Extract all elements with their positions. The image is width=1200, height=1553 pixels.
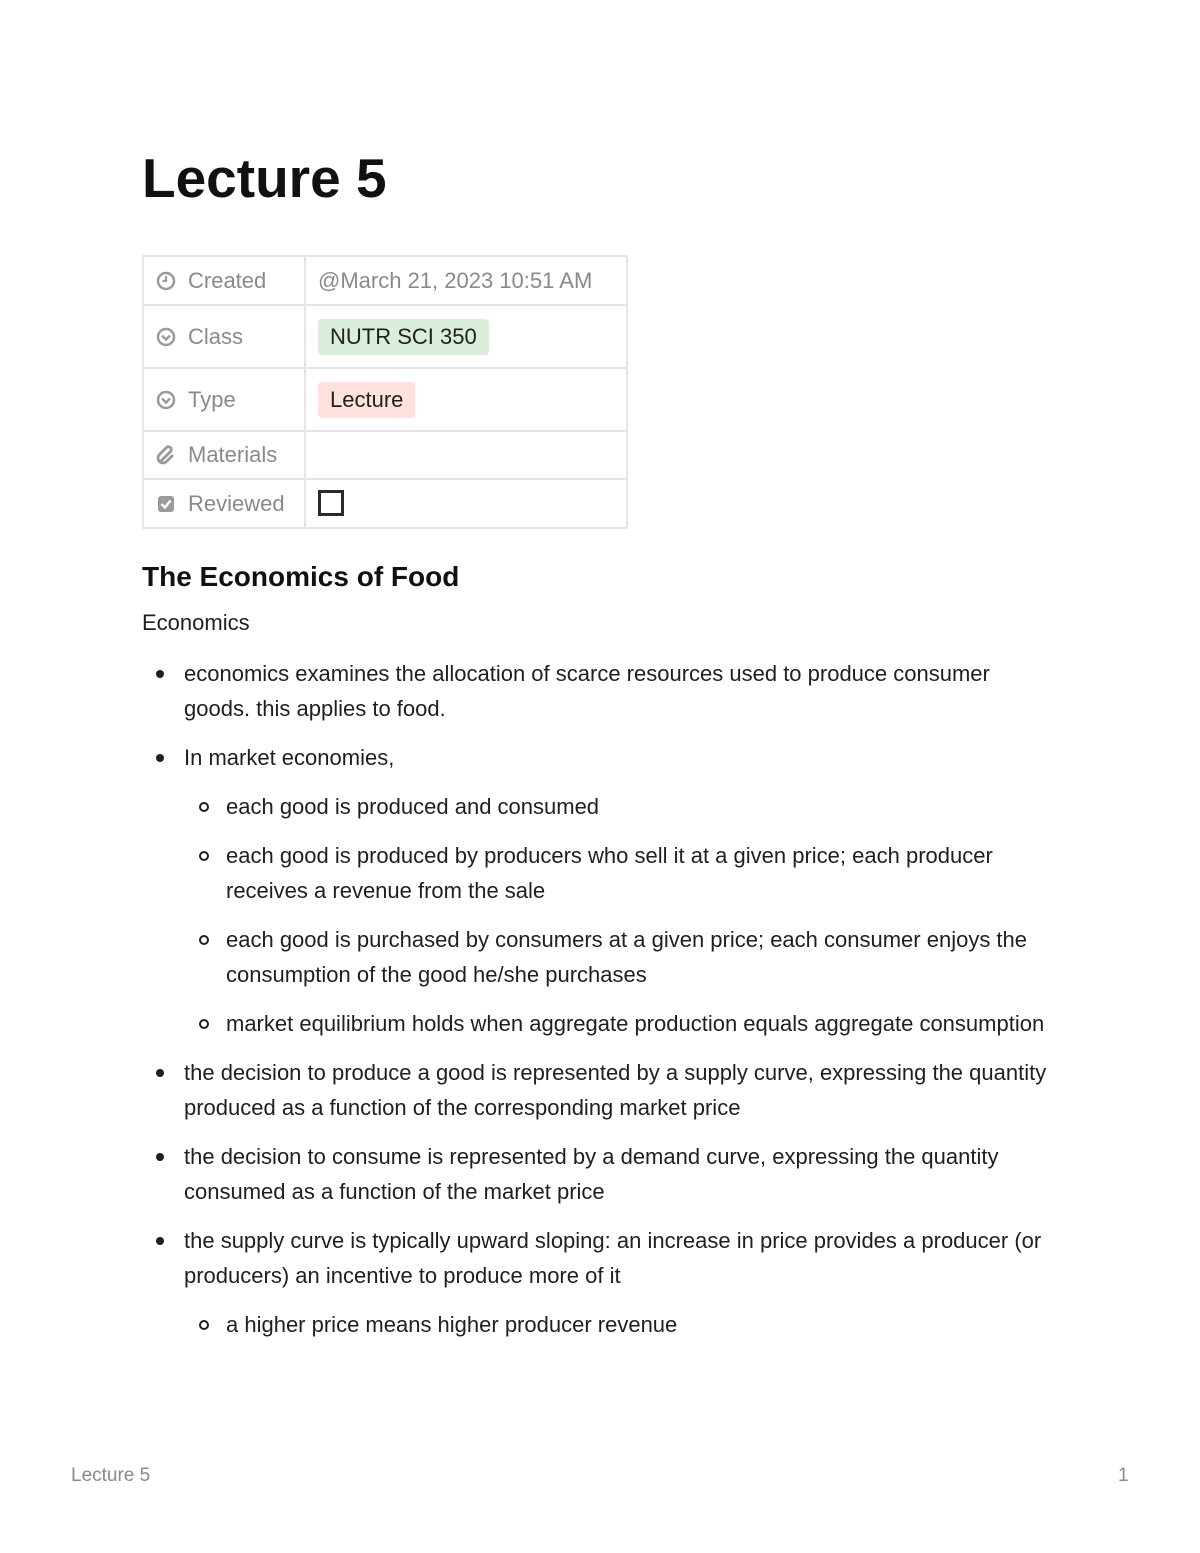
created-date: @March 21, 2023 10:51 AM [318,267,593,293]
property-key-cell [143,256,305,305]
type-tag[interactable]: Lecture [318,382,415,418]
select-icon [156,327,176,347]
list-item: each good is produced by producers who sell it at a given price; each producer receives a revenue from the sale [142,838,1062,908]
select-icon [156,390,176,410]
property-row-class [143,305,627,368]
clock-icon [156,271,176,291]
reviewed-checkbox[interactable] [318,490,344,516]
property-value-cell [305,479,627,528]
list-item: each good is produced and consumed [142,789,1062,824]
property-key-cell [143,305,305,368]
property-key-cell [143,368,305,431]
list-item: market equilibrium holds when aggregate production equals aggregate consumption [142,1006,1062,1041]
property-key-created: Created [188,267,267,293]
property-key-type: Type [188,386,236,412]
properties-table [142,255,628,529]
list-item: a higher price means higher producer revenue [142,1307,1062,1342]
property-row-materials [143,431,627,479]
footer-title: Lecture 5 [71,1465,151,1486]
class-tag[interactable]: NUTR SCI 350 [318,319,489,355]
page-number: 1 [1118,1465,1129,1486]
page-title: Lecture 5 [142,147,387,209]
paperclip-icon [156,445,176,465]
property-row-reviewed [143,479,627,528]
list-item: the supply curve is typically upward sloping: an increase in price provides a producer (or producers) an incentive to produce more of it [142,1223,1062,1293]
property-key-cell [143,431,305,479]
property-value-cell[interactable] [305,368,627,431]
property-value-cell[interactable] [305,305,627,368]
list-item: economics examines the allocation of scarce resources used to produce consumer goods. this applies to food. [142,656,1062,726]
list-item: each good is purchased by consumers at a given price; each consumer enjoys the consumption of the good he/she purchases [142,922,1062,992]
list-item: In market economies, [142,740,1062,775]
property-value-cell[interactable] [305,256,627,305]
materials-value-cell[interactable] [305,431,627,479]
section-intro: Economics [142,610,250,635]
property-row-created [143,256,627,305]
property-key-class: Class [188,323,244,349]
property-key-cell [143,479,305,528]
property-row-type [143,368,627,431]
list-item: the decision to consume is represented by a demand curve, expressing the quantity consumed as a function of the market price [142,1139,1062,1209]
section-heading: The Economics of Food [142,561,460,592]
property-key-materials: Materials [188,442,278,467]
bullet-list [142,656,1062,1356]
property-key-reviewed: Reviewed [188,490,285,516]
checkbox-icon [156,494,176,514]
list-item: the decision to produce a good is represented by a supply curve, expressing the quantity produced as a function of the corresponding market price [142,1055,1062,1125]
